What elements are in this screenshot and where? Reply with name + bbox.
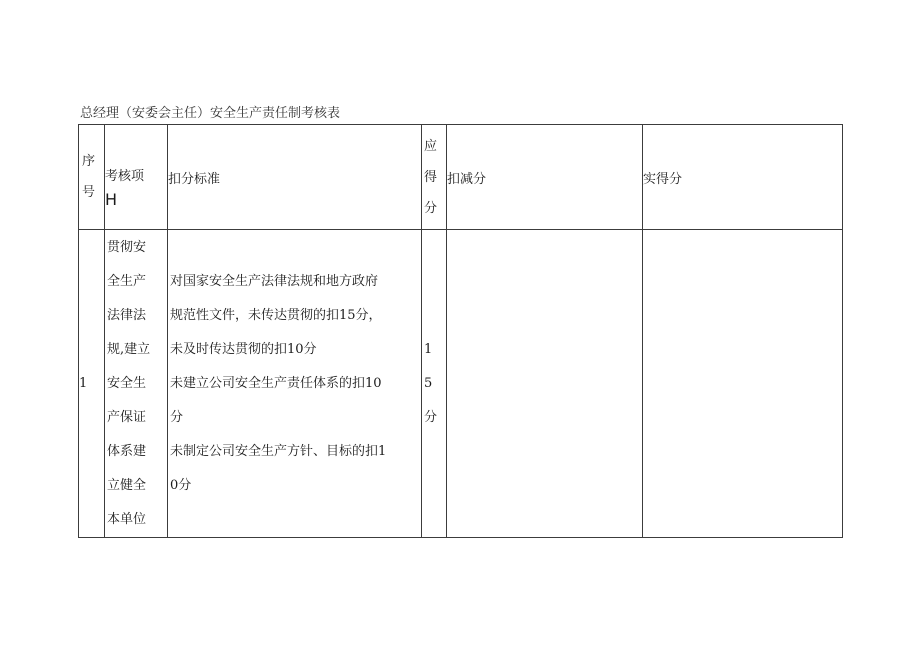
header-actual: 实得分 — [643, 125, 843, 230]
header-item-sub: H — [105, 190, 118, 209]
row-actual — [643, 230, 843, 538]
header-item: 考核项 H — [105, 125, 168, 230]
row-standard: 对国家安全生产法律法规和地方政府 规范性文件，未传达贯彻的扣15分， 未及时传达贯彻的扣10分 未建立公司安全生产责任体系的扣10 分 未制定公司安全生产方针、目标的扣1 0分 — [168, 230, 422, 538]
row-no: 1 — [79, 230, 105, 538]
row-item: 贯彻安 全生产 法律法 规,建立 安全生 产保证 体系建 立健全 本单位 — [105, 230, 168, 538]
table-row — [79, 230, 843, 538]
row-deduction — [447, 230, 643, 538]
row-points: 1 5 分 — [422, 230, 447, 538]
header-standard: 扣分标准 — [168, 125, 422, 230]
header-deduction: 扣减分 — [447, 125, 643, 230]
table-title: 总经理（安委会主任）安全生产责任制考核表 — [80, 106, 341, 121]
assessment-table — [78, 124, 843, 538]
header-row — [79, 125, 843, 230]
header-no: 序 号 — [79, 125, 105, 230]
header-points: 应 得 分 — [422, 125, 447, 230]
